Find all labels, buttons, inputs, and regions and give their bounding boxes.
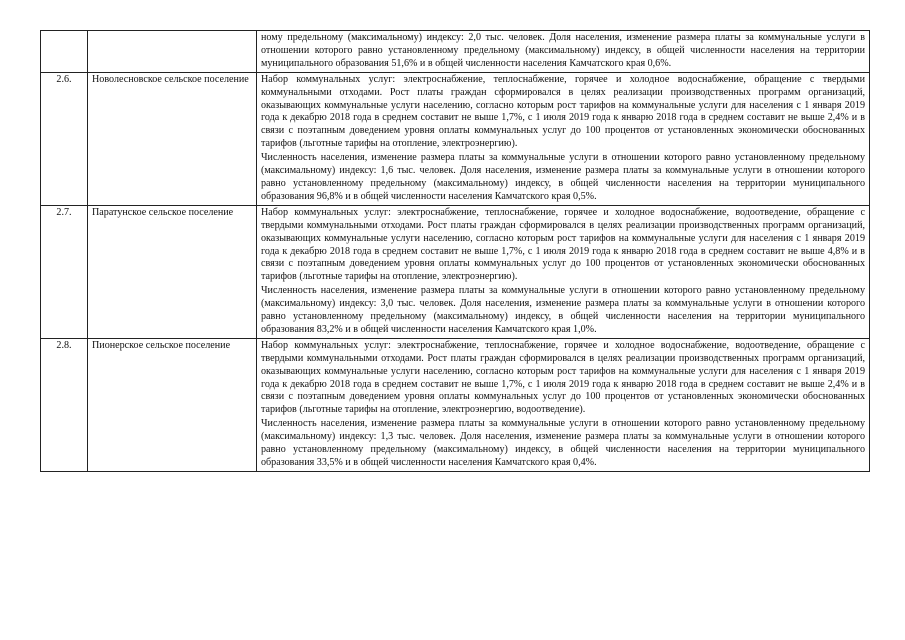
services-paragraph: Набор коммунальных услуг: электроснабжение, теплоснабжение, горячее и холодное водоснабжение, обращение с твердыми коммунальными отходами. Рост платы граждан сформировался в целях реализации производственных программ организаций, оказывающих коммунальные услуги населению, согласно которым рост тарифов на коммунальные услуги для населения с 1 января 2019 года к декабрю 2018 года в среднем составит не выше 1,7%, с 1 июля 2019 года к январю 2018 года в среднем составит не выше 2,4% и в связи с поэтапным доведением уровня оплаты коммунальных услуг до 100 процентов от установленных экономически обоснованных тарифов (льготные тарифы на отопление, электроэнергию). xyxy=(261,73,865,150)
row-number: 2.6. xyxy=(41,72,88,205)
population-paragraph: Численность населения, изменение размера платы за коммунальные услуги в отношении которого равно установленному предельному (максимальному) индексу: 1,3 тыс. человек. Доля населения, изменение размера платы за коммунальные услуги в отношении которого равно установленному предельному (максимальному) индексу, в общей численности населения на территории муниципального образования 33,5% и в общей численности населения Камчатского края 0,4%. xyxy=(261,418,865,468)
description-cell xyxy=(257,72,870,205)
population-paragraph: Численность населения, изменение размера платы за коммунальные услуги в отношении которого равно установленному предельному (максимальному) индексу: 1,6 тыс. человек. Доля населения, изменение размера платы за коммунальные услуги в отношении которого равно установленному предельному (максимальному) индексу, в общей численности населения на территории муниципального образования 96,8% и в общей численности населения Камчатского края 0,5%. xyxy=(261,152,865,202)
table-row xyxy=(41,338,870,471)
tariff-table xyxy=(40,30,870,472)
services-paragraph: Набор коммунальных услуг: электроснабжение, теплоснабжение, горячее и холодное водоснабжение, водоотведение, обращение с твердыми коммунальными отходами. Рост платы граждан сформировался в целях реализации производственных программ организаций, оказывающих коммунальные услуги населению, согласно которым рост тарифов на коммунальные услуги для населения с 1 января 2019 года к декабрю 2018 года в среднем составит не выше 1,7%, с 1 июля 2019 года к январю 2018 года в среднем составит не выше 4,8% и в связи с поэтапным доведением уровня оплаты коммунальных услуг до 100 процентов от установленных экономически обоснованных тарифов (льготные тарифы на отопление, электроэнергию). xyxy=(261,206,865,283)
population-paragraph: Численность населения, изменение размера платы за коммунальные услуги в отношении которого равно установленному предельному (максимальному) индексу: 3,0 тыс. человек. Доля населения, изменение размера платы за коммунальные услуги в отношении которого равно установленному предельному (максимальному) индексу, в общей численности населения на территории муниципального образования 83,2% и в общей численности населения Камчатского края 1,0%. xyxy=(261,285,865,335)
description-cell xyxy=(257,205,870,338)
table-row xyxy=(41,72,870,205)
table-row xyxy=(41,31,870,73)
settlement-name: Паратунское сельское поселение xyxy=(88,205,257,338)
settlement-name xyxy=(88,31,257,73)
row-number: 2.8. xyxy=(41,338,88,471)
description-paragraph: ному предельному (максимальному) индексу: 2,0 тыс. человек. Доля населения, изменение размера платы за коммунальные услуги в отношении которого равно установленному предельному (максимальному) индексу, в общей численности населения на территории муниципального образования 51,6% и в общей численности населения Камчатского края 0,6%. xyxy=(261,32,865,69)
settlement-name: Новолесновское сельское поселение xyxy=(88,72,257,205)
description-cell xyxy=(257,31,870,73)
table-row xyxy=(41,205,870,338)
description-cell xyxy=(257,338,870,471)
row-number: 2.7. xyxy=(41,205,88,338)
services-paragraph: Набор коммунальных услуг: электроснабжение, теплоснабжение, горячее и холодное водоснабжение, водоотведение, обращение с твердыми коммунальными отходами. Рост платы граждан сформировался в целях реализации производственных программ организаций, оказывающих коммунальные услуги населению, согласно которым рост тарифов на коммунальные услуги для населения с 1 января 2019 года к декабрю 2018 года в среднем составит не выше 1,7%, с 1 июля 2019 года к январю 2018 года в среднем составит не выше 2,4% и в связи с поэтапным доведением уровня оплаты коммунальных услуг до 100 процентов от установленных экономически обоснованных тарифов (льготные тарифы на отопление, электроэнергию, водоотведение). xyxy=(261,339,865,416)
settlement-name: Пионерское сельское поселение xyxy=(88,338,257,471)
row-number xyxy=(41,31,88,73)
